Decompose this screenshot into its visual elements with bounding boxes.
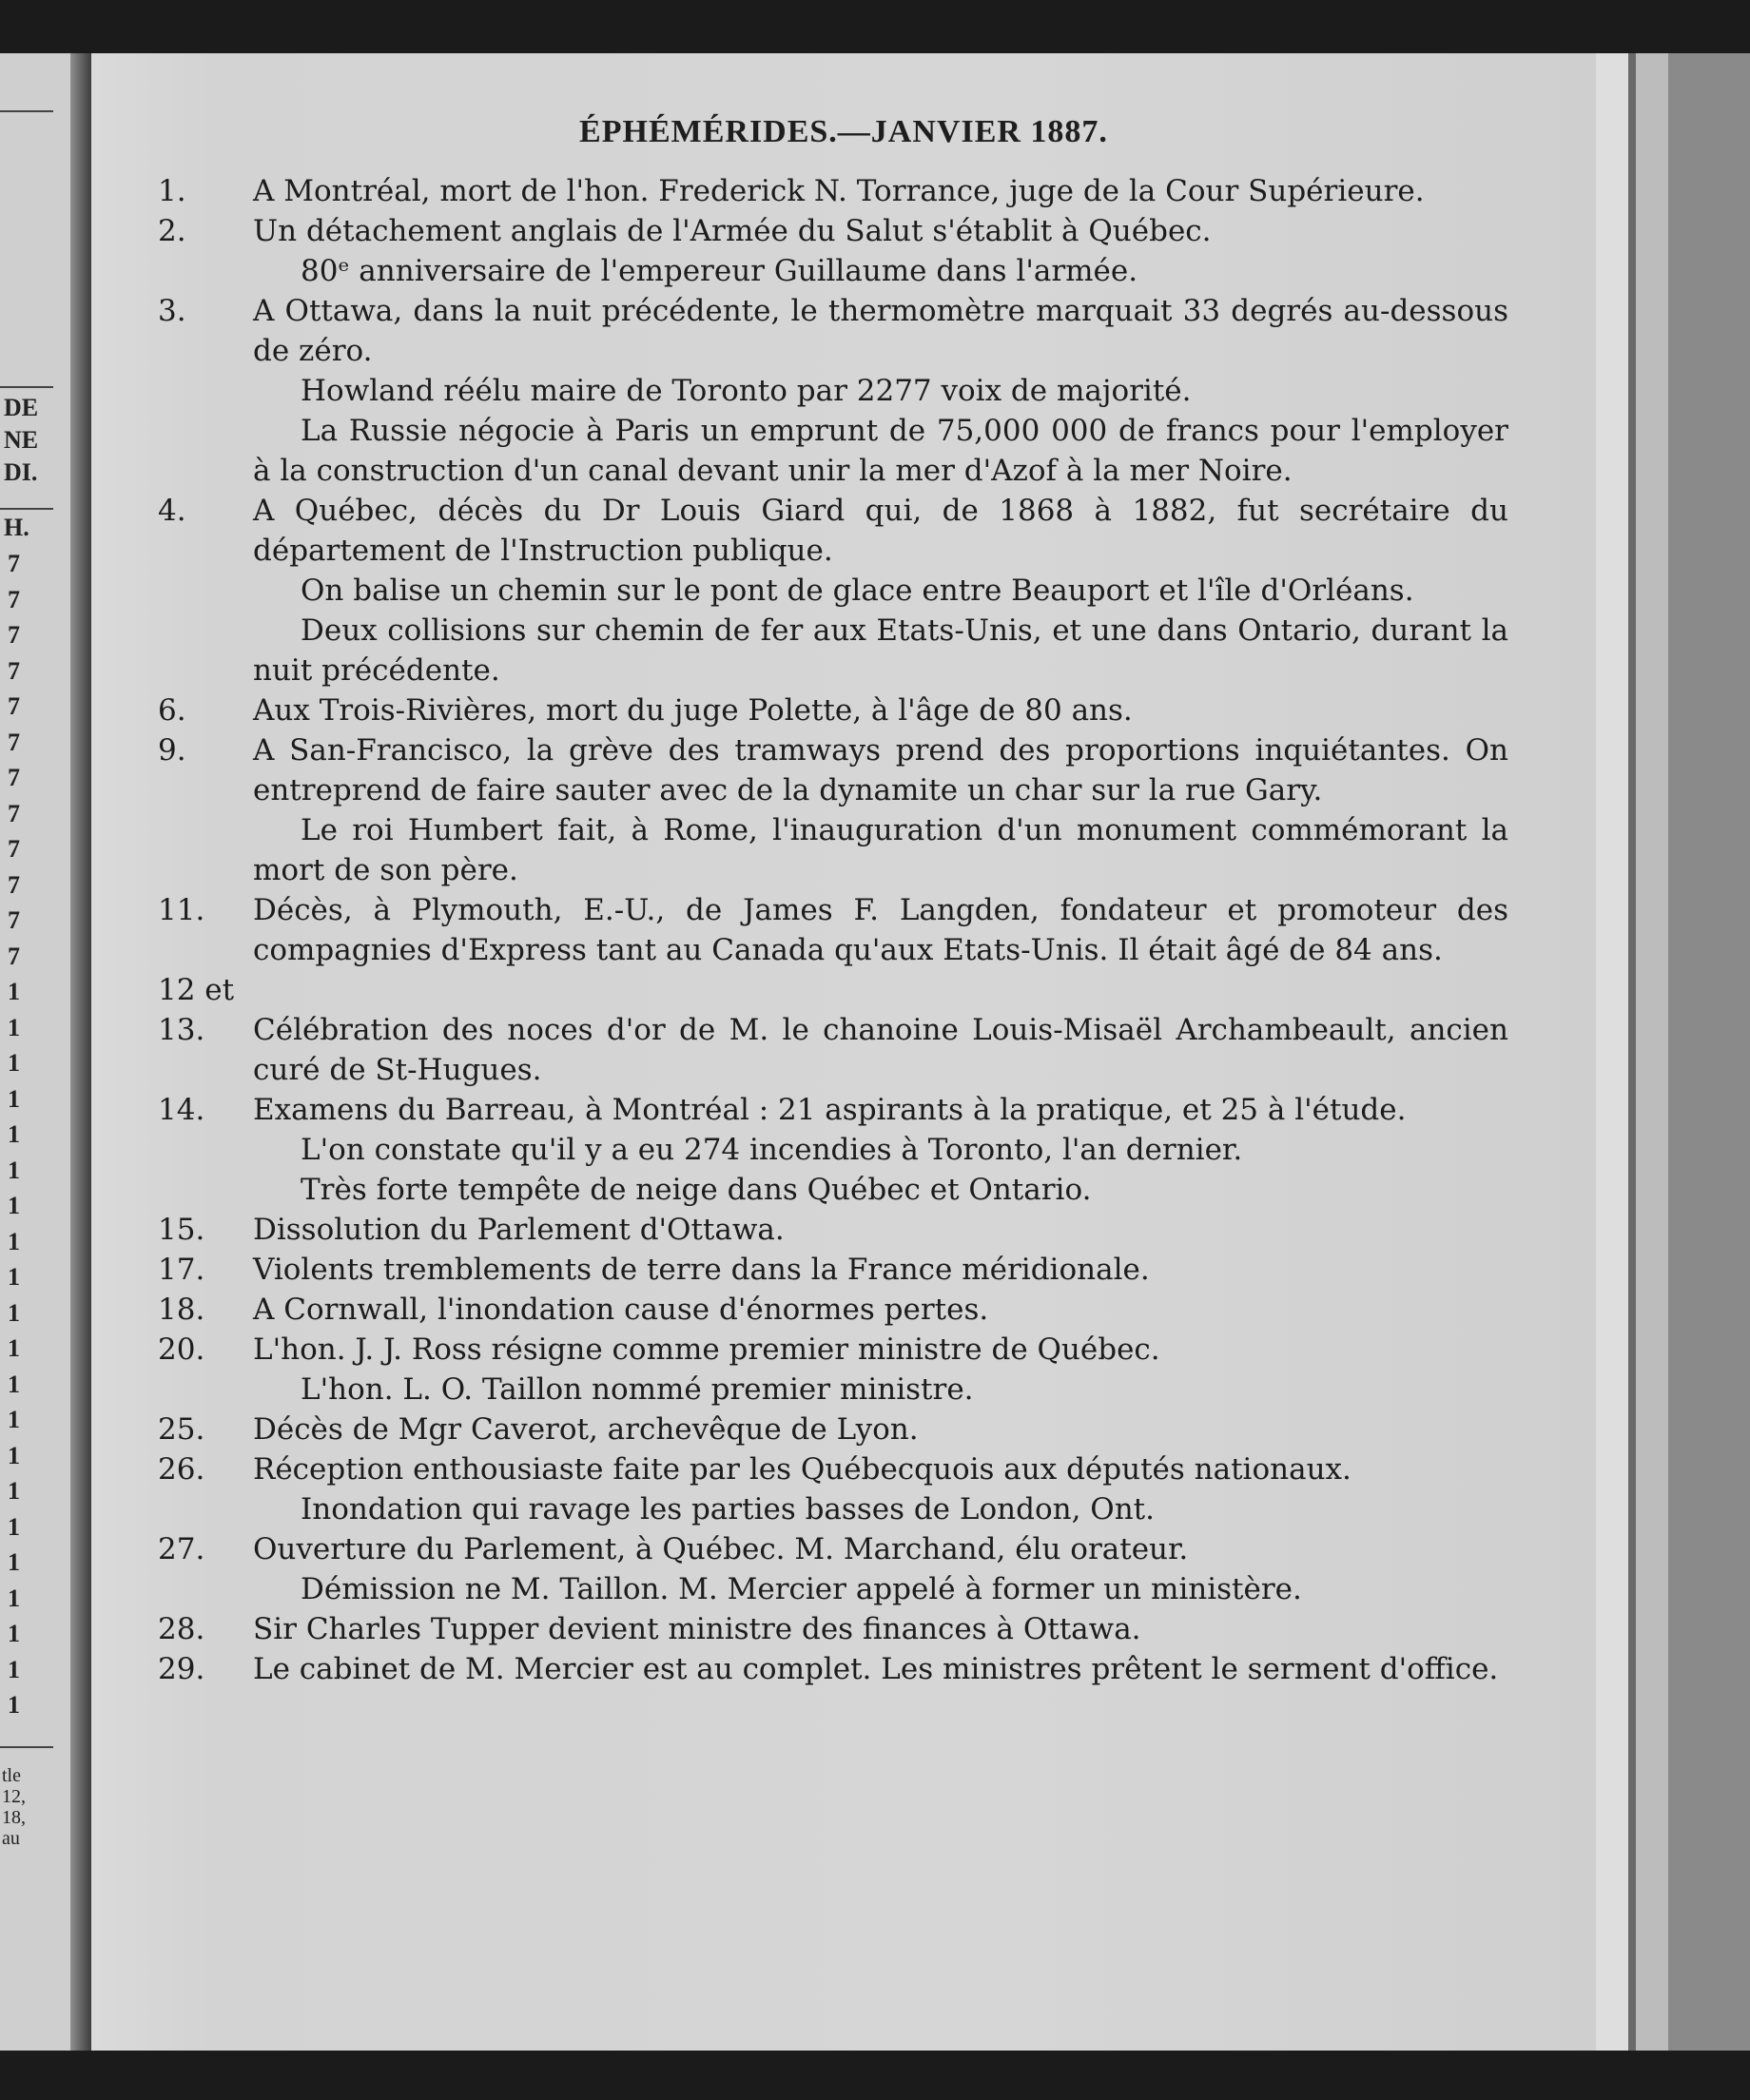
ephemeris-entry <box>158 1410 1508 1449</box>
entry-line: L'hon. J. J. Ross résigne comme premier ministre de Québec. <box>253 1332 1160 1367</box>
margin-digit: 1 <box>8 1227 20 1255</box>
entry-day: 29. <box>158 1652 205 1686</box>
margin-rule <box>0 110 53 112</box>
entry-day: 12 et 13. <box>158 973 235 1047</box>
margin-digit: 1 <box>8 1084 20 1113</box>
margin-digit: 1 <box>8 1584 20 1612</box>
margin-digit: 1 <box>8 1441 20 1469</box>
ephemeris-entry <box>158 211 1508 291</box>
right-page <box>91 53 1596 2051</box>
entry-text <box>158 1250 1508 1290</box>
entry-day: 27. <box>158 1532 205 1566</box>
entry-text <box>158 1090 1508 1130</box>
entry-line: A Québec, décès du Dr Louis Giard qui, de 1868 à 1882, fut secrétaire du département de l'Instruction publique. <box>253 494 1508 568</box>
entry-day: 11. <box>158 893 205 927</box>
entry-line: Examens du Barreau, à Montréal : 21 aspirants à la pratique, et 25 à l'étude. <box>253 1093 1407 1127</box>
entry-day: 28. <box>158 1612 205 1646</box>
entry-line: Ouverture du Parlement, à Québec. M. Marchand, élu orateur. <box>253 1532 1189 1566</box>
entry-day: 20. <box>158 1332 205 1367</box>
margin-digit: 1 <box>8 1334 20 1362</box>
margin-digit: 1 <box>8 1406 20 1433</box>
ephemerides-list <box>158 171 1508 1689</box>
ephemeris-entry <box>158 690 1508 730</box>
entry-line: Dissolution du Parlement d'Ottawa. <box>253 1213 785 1247</box>
margin-digit: 1 <box>8 1691 20 1719</box>
margin-footnote: 12, <box>2 1786 26 1807</box>
margin-digit: 1 <box>8 1620 20 1647</box>
page-title: ÉPHÉMÉRIDES.—JANVIER 1887. <box>579 114 1108 149</box>
entry-text <box>158 1330 1508 1370</box>
entry-subline: Inondation qui ravage les parties basses de London, Ont. <box>301 1492 1155 1526</box>
entry-text <box>158 1649 1508 1689</box>
entry-line: A San-Francisco, la grève des tramways prend des proportions inquiétantes. On entreprend de faire sauter avec de la dynamite un char sur la rue Gary. <box>253 733 1508 807</box>
entry-subline: Le roi Humbert fait, à Rome, l'inauguration d'un monument commémorant la mort de son père. <box>253 813 1508 887</box>
entry-line: Décès de Mgr Caverot, archevêque de Lyon. <box>253 1412 919 1447</box>
margin-digit: 1 <box>8 1013 20 1041</box>
margin-digit: 1 <box>8 978 20 1005</box>
margin-digit: 1 <box>8 1655 20 1683</box>
margin-digit: 1 <box>8 1298 20 1327</box>
page-edge <box>1596 53 1628 2051</box>
entry-day: 4. <box>158 494 186 528</box>
entry-subline: La Russie négocie à Paris un emprunt de 75,000 000 de francs pour l'employer à la construction d'un canal devant unir la mer d'Azof à la mer Noire. <box>253 414 1508 488</box>
margin-digit: 1 <box>8 1263 20 1291</box>
entry-day: 26. <box>158 1452 205 1487</box>
page-edge <box>1628 53 1636 2051</box>
entry-day: 18. <box>158 1293 205 1327</box>
entry-text <box>158 690 1508 730</box>
margin-digit: 1 <box>8 1477 20 1505</box>
book-cover-edge <box>1668 53 1750 2051</box>
margin-digit: 1 <box>8 1120 20 1148</box>
ephemeris-entry <box>158 1529 1508 1609</box>
entry-subline: Deux collisions sur chemin de fer aux Etats-Unis, et une dans Ontario, durant la nuit précédente. <box>253 613 1508 688</box>
entry-day: 15. <box>158 1213 205 1247</box>
entry-text <box>158 1210 1508 1250</box>
margin-rule <box>0 508 53 510</box>
margin-rule <box>0 386 53 388</box>
margin-digit: 1 <box>8 1370 20 1398</box>
entry-text <box>158 171 1508 211</box>
margin-rule <box>0 1746 53 1748</box>
entry-line: Célébration des noces d'or de M. le chanoine Louis-Misaël Archambeault, ancien curé de St-Hugues. <box>253 1013 1508 1087</box>
margin-digit: 7 <box>8 656 20 685</box>
entry-text <box>158 970 1508 1090</box>
entry-line: Sir Charles Tupper devient ministre des finances à Ottawa. <box>253 1612 1141 1646</box>
ephemeris-entry <box>158 1090 1508 1210</box>
entry-text <box>158 1449 1508 1489</box>
margin-footnote: au <box>2 1828 20 1849</box>
ephemeris-entry <box>158 1609 1508 1649</box>
ephemeris-entry <box>158 1250 1508 1290</box>
entry-line: Décès, à Plymouth, E.-U., de James F. Langden, fondateur et promoteur des compagnies d'Express tant au Canada qu'aux Etats-Unis. Il était âgé de 84 ans. <box>253 893 1508 967</box>
ephemeris-entry <box>158 970 1508 1090</box>
entry-line: A Ottawa, dans la nuit précédente, le thermomètre marquait 33 degrés au-dessous de zéro. <box>253 294 1508 368</box>
ephemeris-entry <box>158 730 1508 890</box>
entry-day: 9. <box>158 733 186 768</box>
left-page-edge <box>0 53 91 2051</box>
ephemeris-entry <box>158 1330 1508 1410</box>
margin-footnote: 18, <box>2 1807 26 1828</box>
entry-text <box>158 1529 1508 1569</box>
ephemeris-entry <box>158 171 1508 211</box>
margin-fragment: H. <box>4 514 29 541</box>
entry-subline: L'on constate qu'il y a eu 274 incendies à Toronto, l'an dernier. <box>301 1133 1243 1167</box>
entry-subline: 80ᵉ anniversaire de l'empereur Guillaume dans l'armée. <box>301 254 1138 288</box>
ephemeris-entry <box>158 1210 1508 1250</box>
entry-line: Réception enthousiaste faite par les Québecquois aux députés nationaux. <box>253 1452 1351 1487</box>
margin-footnote: tle <box>2 1765 21 1786</box>
entry-text <box>158 1410 1508 1449</box>
entry-day: 25. <box>158 1412 205 1447</box>
ephemeris-entry <box>158 1649 1508 1689</box>
margin-digit: 7 <box>8 728 20 756</box>
ephemeris-entry <box>158 1290 1508 1330</box>
entry-text <box>158 1609 1508 1649</box>
margin-fragment: DI. <box>4 458 38 486</box>
entry-subline: Démission ne M. Taillon. M. Mercier appelé à former un ministère. <box>301 1572 1302 1606</box>
entry-line: Le cabinet de M. Mercier est au complet. Les ministres prêtent le serment d'office. <box>253 1652 1499 1686</box>
entry-text <box>158 291 1508 371</box>
ephemeris-entry <box>158 1449 1508 1529</box>
entry-line: A Cornwall, l'inondation cause d'énormes pertes. <box>253 1293 989 1327</box>
margin-digit: 1 <box>8 1049 20 1077</box>
page-edge <box>1636 53 1668 2051</box>
entry-line: Un détachement anglais de l'Armée du Salut s'établit à Québec. <box>253 214 1212 248</box>
entry-day: 2. <box>158 214 186 248</box>
ephemeris-entry <box>158 291 1508 491</box>
entry-day: 6. <box>158 693 186 728</box>
entry-text <box>158 730 1508 810</box>
entry-subline: On balise un chemin sur le pont de glace entre Beauport et l'île d'Orléans. <box>301 574 1414 608</box>
book-gutter <box>70 53 91 2051</box>
margin-digit: 7 <box>8 692 20 720</box>
entry-day: 14. <box>158 1093 205 1127</box>
ephemeris-entry <box>158 491 1508 690</box>
entry-subline: Howland réélu maire de Toronto par 2277 voix de majorité. <box>301 374 1192 408</box>
entry-line: Aux Trois-Rivières, mort du juge Polette, à l'âge de 80 ans. <box>253 693 1133 728</box>
entry-line: Violents tremblements de terre dans la France méridionale. <box>253 1253 1150 1287</box>
margin-digit: 1 <box>8 1512 20 1541</box>
margin-digit: 1 <box>8 1192 20 1219</box>
margin-digit: 7 <box>8 799 20 827</box>
ephemeris-entry <box>158 890 1508 970</box>
left-page-margin-text <box>0 53 70 2051</box>
margin-digit: 7 <box>8 942 20 970</box>
margin-digit: 7 <box>8 621 20 649</box>
margin-fragment: NE <box>4 426 39 454</box>
margin-digit: 7 <box>8 550 20 577</box>
margin-digit: 7 <box>8 906 20 934</box>
entry-text <box>158 491 1508 571</box>
entry-line: A Montréal, mort de l'hon. Frederick N. Torrance, juge de la Cour Supérieure. <box>253 174 1425 208</box>
margin-digit: 1 <box>8 1156 20 1184</box>
margin-digit: 7 <box>8 764 20 791</box>
margin-digit: 7 <box>8 870 20 899</box>
entry-subline: Très forte tempête de neige dans Québec et Ontario. <box>301 1173 1092 1207</box>
entry-text <box>158 1290 1508 1330</box>
margin-fragment: DE <box>4 394 39 421</box>
entry-day: 3. <box>158 294 186 328</box>
margin-digit: 1 <box>8 1548 20 1576</box>
entry-text <box>158 211 1508 251</box>
entry-subline: L'hon. L. O. Taillon nommé premier ministre. <box>301 1372 974 1407</box>
margin-digit: 7 <box>8 835 20 863</box>
margin-digit: 7 <box>8 585 20 613</box>
entry-day: 1. <box>158 174 186 208</box>
entry-day: 17. <box>158 1253 205 1287</box>
entry-text <box>158 890 1508 970</box>
